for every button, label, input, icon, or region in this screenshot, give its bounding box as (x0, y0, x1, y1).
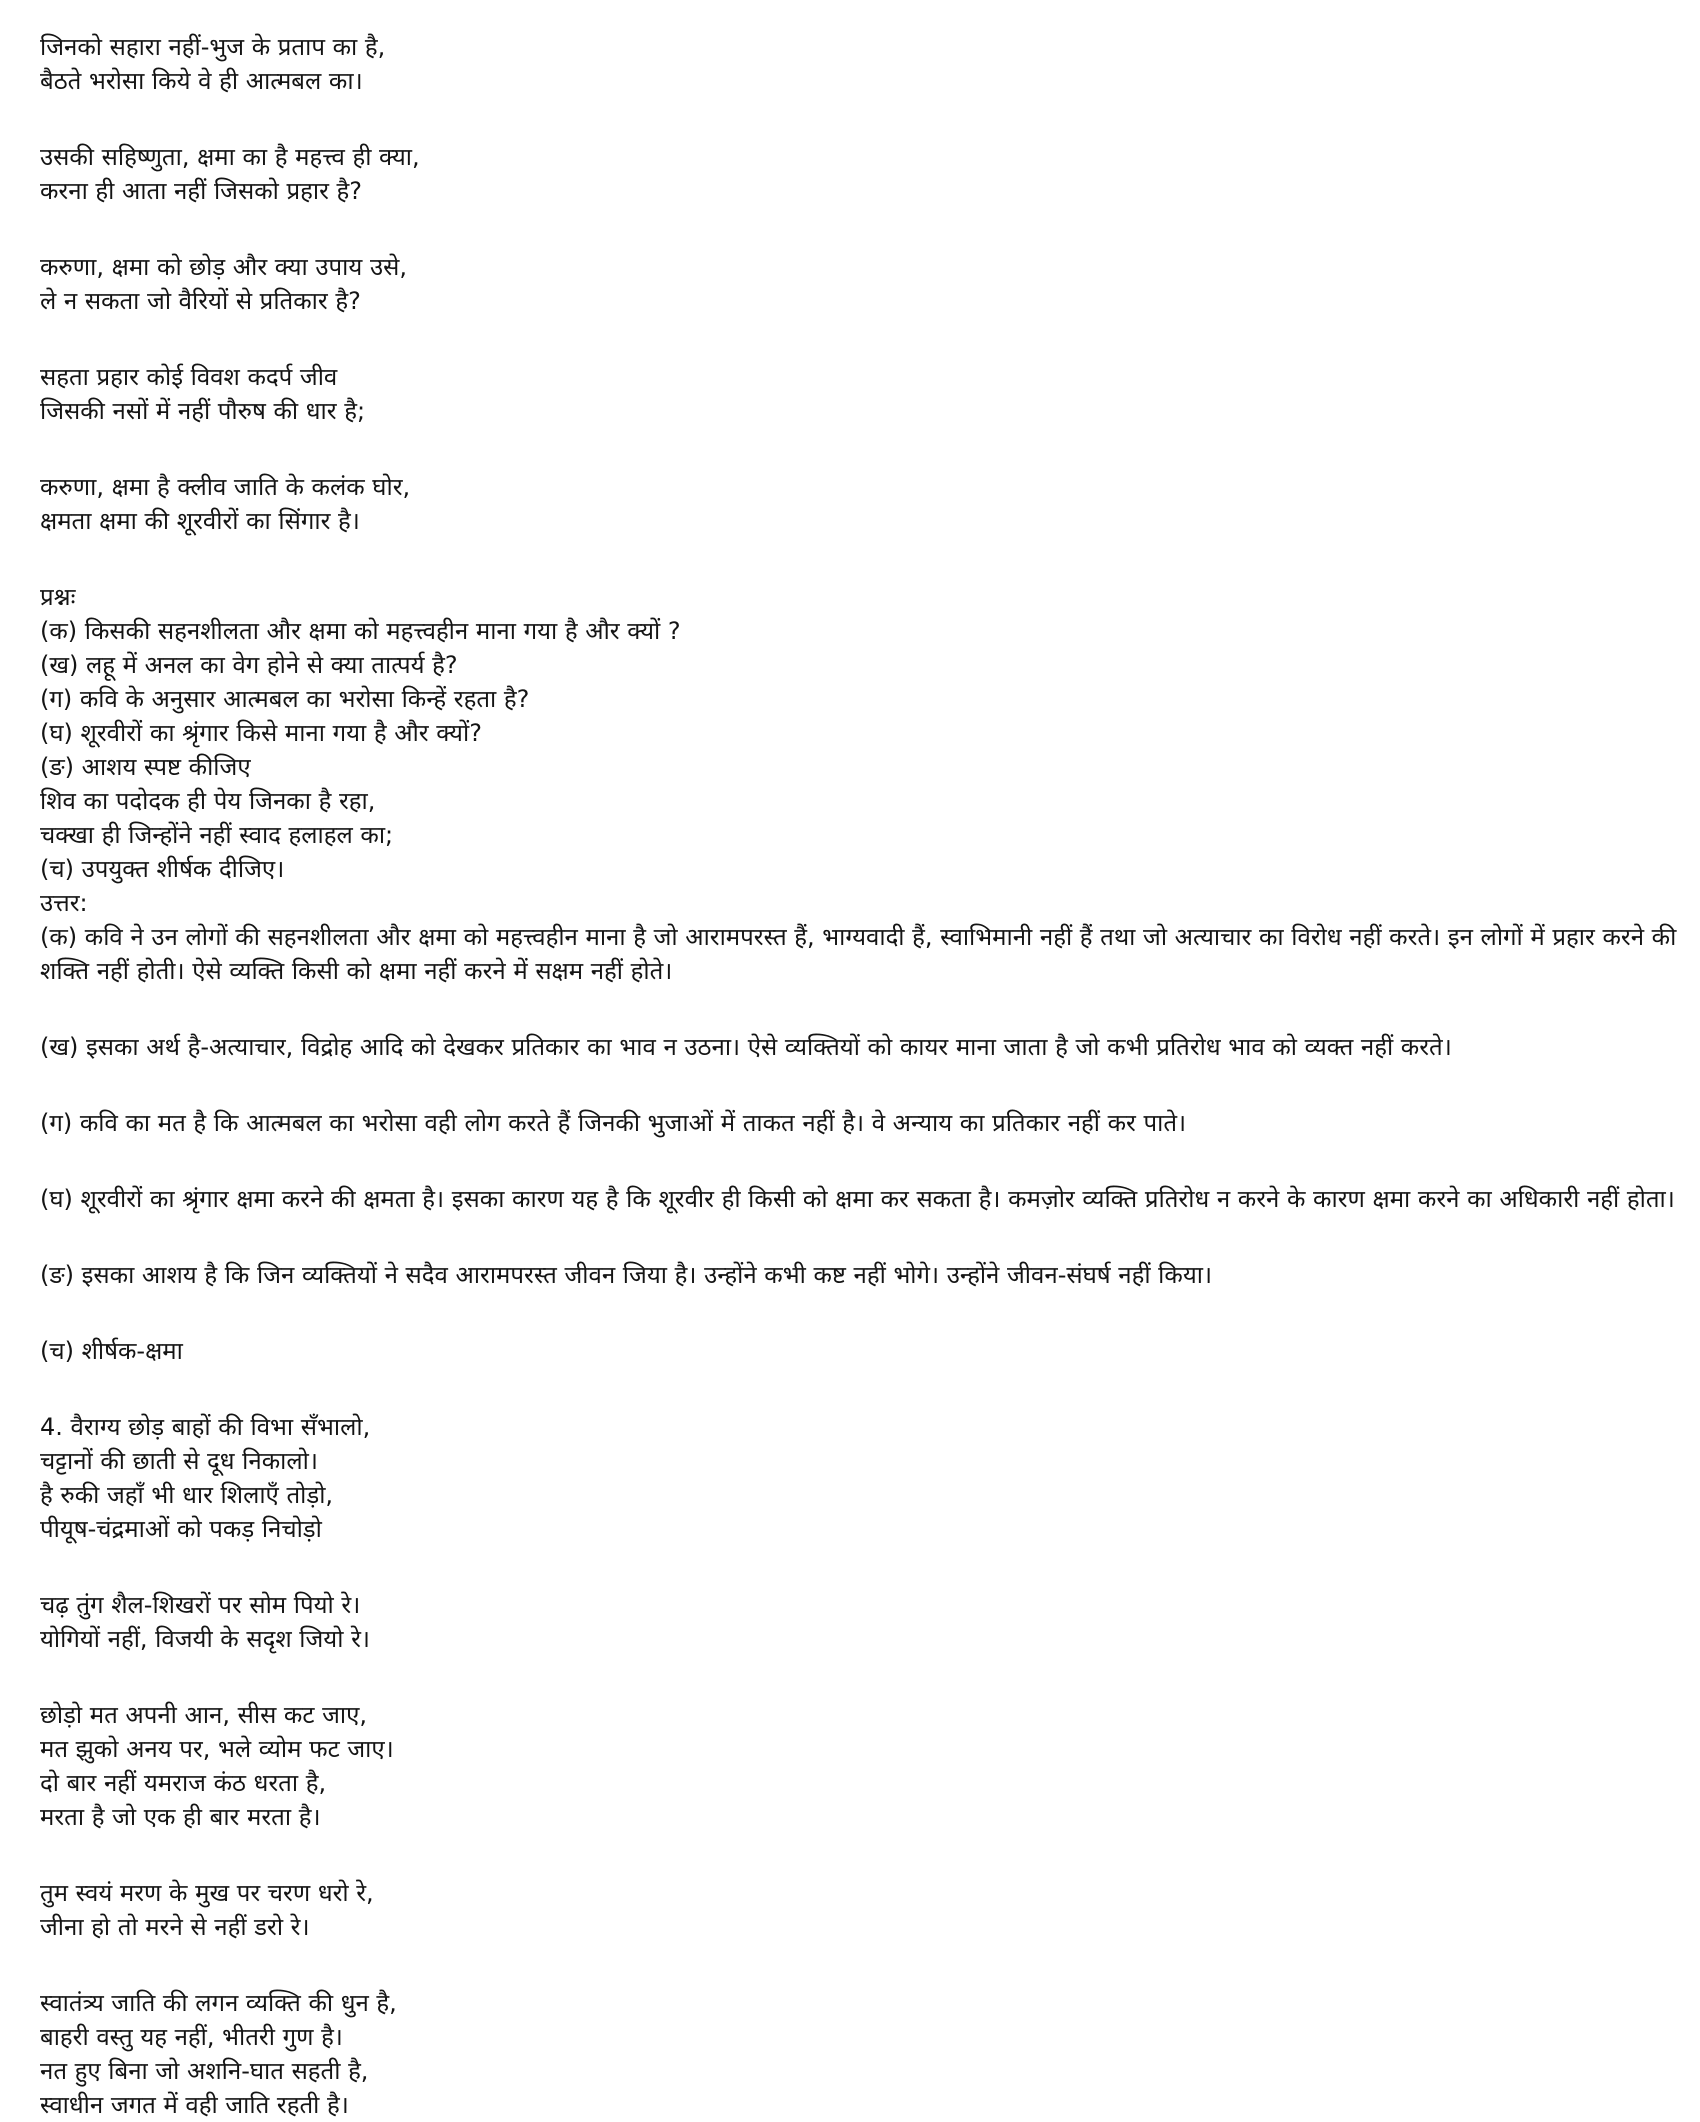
poem-stanza (40, 140, 1660, 208)
question-item: (ख) लहू में अनल का वेग होने से क्या तात्पर्य है? (40, 651, 458, 679)
poem-line: बैठते भरोसा किये वे ही आत्मबल का। (40, 67, 363, 95)
answer-item: (ख) इसका अर्थ है-अत्याचार, विद्रोह आदि को देखकर प्रतिकार का भाव न उठना। ऐसे व्यक्तियों को कायर माना जाता है जो कभी प्रतिरोध भाव को व्यक्त नहीं करते। (40, 1033, 1452, 1061)
stanza-gap (40, 538, 1660, 580)
answer-gap (40, 1292, 1660, 1334)
stanza-gap (40, 1834, 1660, 1876)
question-item: (ग) कवि के अनुसार आत्मबल का भरोसा किन्हें रहता है? (40, 685, 530, 713)
poem-line: क्षमता क्षमा की शूरवीरों का सिंगार है। (40, 507, 360, 535)
stanza-gap (40, 428, 1660, 470)
poem-line: तुम स्वयं मरण के मुख पर चरण धरो रे, (40, 1879, 374, 1907)
poem-stanza (40, 1588, 1660, 1656)
question-item: शिव का पदोदक ही पेय जिनका है रहा, (40, 787, 376, 815)
poem-stanza (40, 360, 1660, 428)
answer-item: (क) कवि ने उन लोगों की सहनशीलता और क्षमा को महत्त्वहीन माना है जो आरामपरस्त हैं, भाग्यवादी हैं, स्वाभिमानी नहीं हैं तथा जो अत्याचार का विरोध नहीं करते। इन लोगों में प्रहार करने की शक्ति नहीं होती। ऐसे व्यक्ति किसी को क्षमा नहीं करने में सक्षम नहीं होते। (40, 923, 1677, 985)
poem-line: नत हुए बिना जो अशनि-घात सहती है, (40, 2057, 369, 2085)
poem-line: पीयूष-चंद्रमाओं को पकड़ निचोड़ो (40, 1515, 322, 1543)
question-item: चक्खा ही जिन्होंने नहीं स्वाद हलाहल का; (40, 821, 394, 849)
poem-line: है रुकी जहाँ भी धार शिलाएँ तोड़ो, (40, 1481, 334, 1509)
poem-line: मत झुको अनय पर, भले व्योम फट जाए। (40, 1735, 394, 1763)
stanza-gap (40, 208, 1660, 250)
poem-line: चढ़ तुंग शैल-शिखरों पर सोम पियो रे। (40, 1591, 361, 1619)
answer-item: (ङ) इसका आशय है कि जिन व्यक्तियों ने सदैव आरामपरस्त जीवन जिया है। उन्होंने कभी कष्ट नहीं भोगे। उन्होंने जीवन-संघर्ष नहीं किया। (40, 1261, 1213, 1289)
poem-line: बाहरी वस्तु यह नहीं, भीतरी गुण है। (40, 2023, 343, 2051)
answer-item: (ग) कवि का मत है कि आत्मबल का भरोसा वही लोग करते हैं जिनकी भुजाओं में ताकत नहीं है। वे अन्याय का प्रतिकार नहीं कर पाते। (40, 1109, 1187, 1137)
poem-stanza (40, 1698, 1660, 1834)
poem-line: स्वातंत्र्य जाति की लगन व्यक्ति की धुन है, (40, 1989, 397, 2017)
poem-line: जीना हो तो मरने से नहीं डरो रे। (40, 1913, 310, 1941)
stanza-gap (40, 1944, 1660, 1986)
poem-line: मरता है जो एक ही बार मरता है। (40, 1803, 321, 1831)
questions-section (40, 580, 1660, 886)
section-gap (40, 1368, 1660, 1410)
poem-stanza (40, 250, 1660, 318)
poem-stanza (40, 1410, 1660, 1546)
question-item: (च) उपयुक्त शीर्षक दीजिए। (40, 855, 285, 883)
answer-item: (च) शीर्षक-क्षमा (40, 1337, 183, 1365)
answer-gap (40, 988, 1660, 1030)
poem-line: उसकी सहिष्णुता, क्षमा का है महत्त्व ही क्या, (40, 143, 420, 171)
answer-item: (घ) शूरवीरों का श्रृंगार क्षमा करने की क्षमता है। इसका कारण यह है कि शूरवीर ही किसी को क्षमा कर सकता है। कमज़ोर व्यक्ति प्रतिरोध न करने के कारण क्षमा करने का अधिकारी नहीं होता। (40, 1185, 1675, 1213)
poem-line: 4. वैराग्य छोड़ बाहों की विभा सँभालो, (40, 1413, 371, 1441)
poem-line: ले न सकता जो वैरियों से प्रतिकार है? (40, 287, 361, 315)
poem-stanza (40, 1986, 1660, 2122)
answer-gap (40, 1064, 1660, 1106)
question-item: (घ) शूरवीरों का श्रृंगार किसे माना गया है और क्यों? (40, 719, 482, 747)
stanza-gap (40, 98, 1660, 140)
poem-line: चट्टानों की छाती से दूध निकालो। (40, 1447, 318, 1475)
poem-line: दो बार नहीं यमराज कंठ धरता है, (40, 1769, 327, 1797)
poem-line: स्वाधीन जगत में वही जाति रहती है। (40, 2091, 349, 2119)
stanza-gap (40, 1546, 1660, 1588)
poem-stanza (40, 1876, 1660, 1944)
poem-stanza (40, 30, 1660, 98)
poem-line: जिसकी नसों में नहीं पौरुष की धार है; (40, 397, 366, 425)
stanza-gap (40, 318, 1660, 360)
poem-line: छोड़ो मत अपनी आन, सीस कट जाए, (40, 1701, 367, 1729)
answer-gap (40, 1140, 1660, 1182)
poem-line: योगियों नहीं, विजयी के सदृश जियो रे। (40, 1625, 370, 1653)
poem-stanza (40, 470, 1660, 538)
poem-line: करुणा, क्षमा को छोड़ और क्या उपाय उसे, (40, 253, 407, 281)
poem-line: जिनको सहारा नहीं-भुज के प्रताप का है, (40, 33, 386, 61)
answer-gap (40, 1216, 1660, 1258)
poem-line: करना ही आता नहीं जिसको प्रहार है? (40, 177, 363, 205)
answers-heading: उत्तर: (40, 889, 88, 917)
answers-section (40, 886, 1677, 1368)
stanza-gap (40, 1656, 1660, 1698)
question-item: (क) किसकी सहनशीलता और क्षमा को महत्त्वहीन माना गया है और क्यों ? (40, 617, 681, 645)
questions-heading: प्रश्नः (40, 583, 76, 611)
poem-line: सहता प्रहार कोई विवश कदर्प जीव (40, 363, 338, 391)
question-item: (ङ) आशय स्पष्ट कीजिए (40, 753, 251, 781)
poem-line: करुणा, क्षमा है क्लीव जाति के कलंक घोर, (40, 473, 411, 501)
